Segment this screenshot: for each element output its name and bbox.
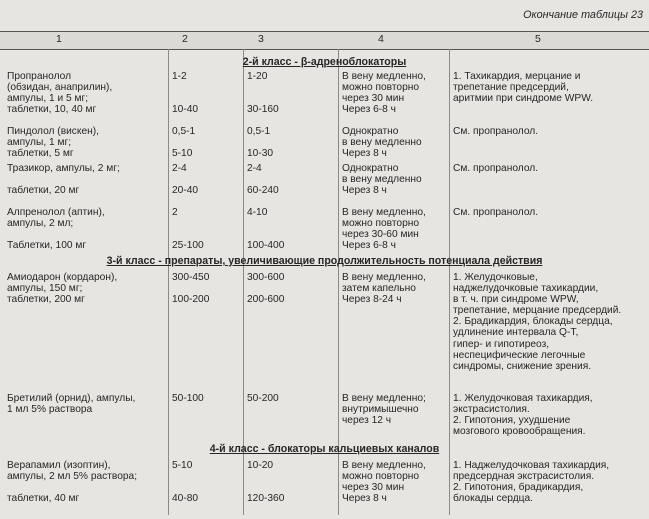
cell-line: В вену медленно,: [342, 71, 426, 82]
cell-col-4: [342, 207, 426, 251]
cell-line: можно повторно: [342, 82, 420, 94]
cell-col-3: [247, 71, 279, 115]
cell-line: [172, 482, 198, 493]
cell-line: через 30-60 мин: [342, 229, 419, 241]
cell-line: [172, 137, 195, 148]
cell-line: неспецифические легочные: [453, 349, 586, 361]
cell-col-3: [247, 393, 279, 404]
cell-col-2: [172, 71, 198, 115]
cell-line: удлинение интервала Q-T,: [453, 327, 579, 339]
cell-line: таблетки, 40 мг: [7, 493, 80, 505]
cell-line: [172, 471, 198, 482]
cell-line: экстрасистолия.: [453, 404, 530, 416]
cell-line: Амиодарон (кордарон),: [7, 272, 118, 283]
cell-line: [7, 229, 105, 240]
cell-line: 2-4: [172, 163, 187, 174]
cell-line: через 30 мин: [342, 93, 405, 105]
cell-line: затем капельно: [342, 283, 416, 295]
cell-line: [247, 229, 284, 240]
cell-line: 100-400: [247, 240, 285, 252]
cell-line: [247, 218, 284, 229]
cell-line: ампулы, 150 мг;: [7, 283, 83, 295]
cell-line: 200-600: [247, 294, 285, 306]
cell-line: 2. Гипотония, ухудшение: [453, 415, 571, 427]
cell-line: [247, 137, 273, 148]
cell-line: [247, 482, 284, 493]
cell-col-2: [172, 163, 198, 196]
cell-line: [7, 482, 137, 493]
cell-line: [172, 82, 198, 93]
table-caption: Окончание таблицы 23: [523, 9, 643, 21]
cell-line: 0,5-1: [247, 126, 271, 137]
cell-col-2: [172, 460, 198, 504]
cell-col-2: [172, 272, 209, 305]
cell-line: можно повторно: [342, 218, 420, 230]
cell-line: таблетки, 200 мг: [7, 294, 85, 306]
cell-line: [247, 471, 284, 482]
cell-line: ампулы, 1 мг;: [7, 137, 72, 149]
cell-line: мозгового кровообращения.: [453, 426, 586, 438]
header-col-5: 5: [535, 33, 541, 45]
cell-col-3: [247, 163, 279, 196]
cell-col-2: [172, 393, 204, 404]
cell-line: [172, 283, 209, 294]
cell-line: блокады сердца.: [453, 493, 534, 505]
cell-line: [247, 82, 279, 93]
cell-line: аритмии при синдроме WPW.: [453, 93, 594, 105]
cell-line: ампулы, 2 мл 5% раствора;: [7, 471, 138, 483]
cell-line: 300-450: [172, 272, 210, 283]
cell-col-4: [342, 393, 426, 426]
cell-line: (обзидан, анаприлин),: [7, 82, 113, 94]
cell-line: 2: [172, 207, 178, 218]
cell-line: 10-40: [172, 104, 199, 116]
cell-line: Верапамил (изоптин),: [7, 460, 111, 471]
cell-line: ампулы, 2 мл;: [7, 218, 74, 230]
cell-line: в вену медленно: [342, 137, 422, 149]
cell-line: Бретилий (орнид), ампулы,: [7, 393, 136, 404]
cell-line: ампулы, 1 и 5 мг;: [7, 93, 89, 105]
cell-col-1: [7, 272, 117, 305]
section-heading: 4-й класс - блокаторы кальциевых каналов: [209, 443, 440, 455]
cell-line: 1. Желудочковая тахикардия,: [453, 393, 593, 404]
cell-line: 1. Наджелудочковая тахикардия,: [453, 460, 610, 471]
cell-line: трепетание, мерцание предсердий.: [453, 305, 622, 317]
cell-line: 20-40: [172, 185, 199, 197]
cell-col-2: [172, 207, 204, 251]
cell-col-1: [7, 71, 112, 115]
cell-line: 1 мл 5% раствора: [7, 404, 93, 416]
cell-line: 40-80: [172, 493, 199, 505]
cell-line: [247, 174, 279, 185]
cell-col-2: [172, 126, 195, 159]
cell-line: 5-10: [172, 460, 193, 471]
cell-line: Пропранолол: [7, 71, 72, 82]
cell-col-1: [7, 460, 137, 504]
cell-col-5: [453, 272, 621, 372]
cell-line: [247, 93, 279, 104]
cell-line: [7, 174, 120, 185]
cell-line: таблетки, 5 мг: [7, 148, 74, 160]
cell-line: 0,5-1: [172, 126, 196, 137]
cell-line: в вену медленно: [342, 174, 422, 186]
cell-line: 4-10: [247, 207, 268, 218]
cell-line: 300-600: [247, 272, 285, 283]
cell-col-4: [342, 71, 426, 115]
cell-line: таблетки, 20 мг: [7, 185, 80, 197]
cell-line: 60-240: [247, 185, 279, 197]
cell-col-5: [453, 393, 593, 437]
cell-line: Пиндолол (вискен),: [7, 126, 99, 137]
cell-col-4: [342, 460, 426, 504]
cell-line: трепетание предсердий,: [453, 82, 569, 94]
cell-line: Через 6-8 ч: [342, 104, 396, 116]
cell-col-5: [453, 71, 593, 104]
cell-col-1: [7, 207, 105, 251]
header-col-4: 4: [378, 33, 384, 45]
cell-line: Через 8 ч: [342, 148, 387, 160]
cell-line: Через 8 ч: [342, 493, 387, 505]
cell-line: [172, 174, 198, 185]
cell-line: 1. Желудочковые,: [453, 272, 538, 283]
cell-col-4: [342, 126, 422, 159]
table-header-row: [0, 31, 649, 50]
cell-line: предсердная экстрасистолия.: [453, 471, 595, 483]
cell-line: 1-20: [247, 71, 268, 82]
cell-line: В вену медленно,: [342, 207, 426, 218]
cell-col-3: [247, 207, 284, 251]
cell-line: 30-160: [247, 104, 279, 116]
cell-line: можно повторно: [342, 471, 420, 483]
cell-line: 2-4: [247, 163, 262, 174]
cell-line: [172, 93, 198, 104]
cell-line: Через 6-8 ч: [342, 240, 396, 252]
cell-line: Через 8-24 ч: [342, 294, 402, 306]
cell-line: См. пропранолол.: [453, 126, 539, 137]
header-col-3: 3: [258, 33, 264, 45]
header-col-1: 1: [56, 33, 62, 45]
cell-line: 50-200: [247, 393, 279, 404]
cell-line: [247, 283, 284, 294]
cell-line: 2. Брадикардия, блокады сердца,: [453, 316, 613, 328]
cell-line: 25-100: [172, 240, 204, 252]
cell-line: внутримышечно: [342, 404, 419, 416]
cell-line: через 30 мин: [342, 482, 405, 494]
cell-col-1: [7, 163, 120, 196]
cell-col-1: [7, 393, 135, 415]
cell-line: 10-30: [247, 148, 274, 160]
cell-line: в т. ч. при синдроме WPW,: [453, 294, 579, 306]
cell-line: 50-100: [172, 393, 204, 404]
cell-line: 1-2: [172, 71, 187, 82]
cell-line: См. пропранолол.: [453, 163, 539, 174]
cell-col-5: [453, 126, 538, 137]
cell-line: Через 8 ч: [342, 185, 387, 197]
cell-line: 120-360: [247, 493, 285, 505]
cell-line: [172, 229, 204, 240]
cell-col-4: [342, 163, 422, 196]
header-col-2: 2: [182, 33, 188, 45]
cell-line: Таблетки, 100 мг: [7, 240, 87, 252]
cell-line: таблетки, 10, 40 мг: [7, 104, 97, 116]
cell-line: В вену медленно,: [342, 460, 426, 471]
cell-line: наджелудочковые тахикардии,: [453, 283, 599, 295]
cell-line: 5-10: [172, 148, 193, 160]
cell-line: [172, 218, 204, 229]
cell-line: гипер- и гипотиреоз,: [453, 338, 550, 350]
cell-line: через 12 ч: [342, 415, 392, 427]
cell-line: 100-200: [172, 294, 210, 306]
cell-col-3: [247, 272, 284, 305]
cell-line: Алпренолол (аптин),: [7, 207, 105, 218]
cell-col-5: [453, 207, 538, 218]
section-heading: 2-й класс - β-адреноблокаторы: [242, 56, 407, 68]
cell-col-1: [7, 126, 99, 159]
cell-line: 2. Гипотония, брадикардия,: [453, 482, 584, 494]
cell-line: Однократно: [342, 163, 399, 174]
cell-line: В вену медленно,: [342, 272, 426, 283]
cell-line: Тразикор, ампулы, 2 мг;: [7, 163, 120, 174]
cell-col-3: [247, 460, 284, 504]
cell-line: В вену медленно;: [342, 393, 426, 404]
cell-col-4: [342, 272, 426, 305]
cell-col-5: [453, 163, 538, 174]
cell-line: Однократно: [342, 126, 399, 137]
cell-col-5: [453, 460, 609, 504]
cell-line: синдромы, снижение зрения.: [453, 360, 592, 372]
cell-line: 10-20: [247, 460, 274, 471]
cell-line: 1. Тахикардия, мерцание и: [453, 71, 581, 82]
cell-line: См. пропранолол.: [453, 207, 539, 218]
section-heading: 3-й класс - препараты, увеличивающие продолжительность потенциала действия: [106, 255, 543, 267]
cell-col-3: [247, 126, 273, 159]
